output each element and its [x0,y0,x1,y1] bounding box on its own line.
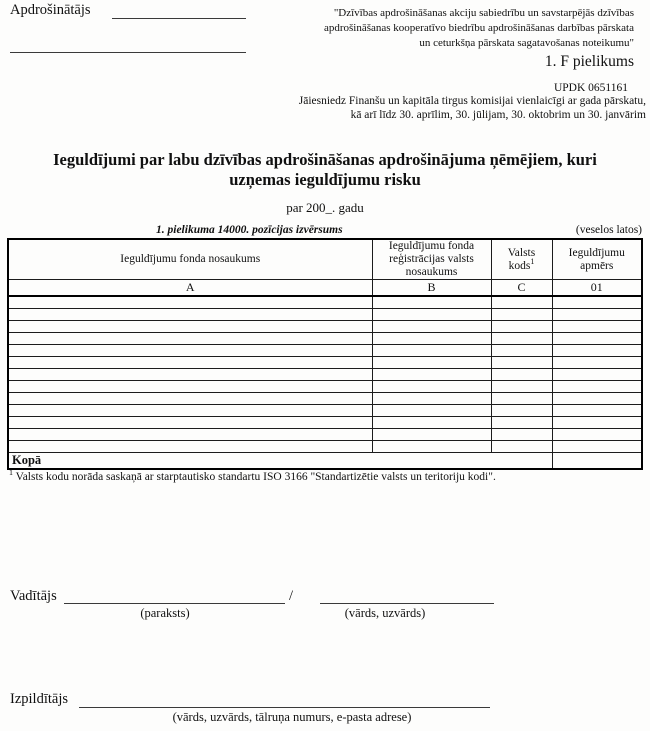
header-row [8,239,642,280]
annex-label: 1. F pielikums [544,53,634,70]
regulation-line: apdrošināšanas kooperatīvo biedrību apdrošināšanas darbības pārskata [323,22,634,34]
empty-cell[interactable] [8,429,372,441]
empty-cell[interactable] [372,357,491,369]
empty-cell[interactable] [552,296,642,309]
preparer-label: Izpildītājs [10,691,68,707]
table-row [8,381,642,393]
empty-cell[interactable] [491,369,552,381]
empty-cell[interactable] [8,369,372,381]
empty-cell[interactable] [372,441,491,453]
empty-cell[interactable] [552,357,642,369]
empty-cell[interactable] [491,429,552,441]
total-value-cell[interactable] [552,453,642,470]
table-body [8,296,642,453]
empty-cell[interactable] [491,296,552,309]
empty-cell[interactable] [552,321,642,333]
total-row [8,453,642,470]
footnote-text: Valsts kodu norāda saskaņā ar starptautisko standartu ISO 3166 "Standartizētie valsts un teritoriju kodi". [13,471,496,483]
empty-cell[interactable] [8,417,372,429]
empty-cell[interactable] [552,345,642,357]
col-header-fund-name: Ieguldījumu fonda nosaukums [8,239,372,280]
table-row [8,296,642,309]
regulation-line: un ceturkšņa pārskata sagatavošanas noteikumu" [419,37,634,49]
empty-cell[interactable] [372,405,491,417]
empty-cell[interactable] [8,381,372,393]
empty-cell[interactable] [552,309,642,321]
col-code-a: A [8,280,372,297]
code-row [8,280,642,297]
empty-cell[interactable] [8,321,372,333]
empty-cell[interactable] [8,357,372,369]
table-row [8,417,642,429]
manager-name-blank[interactable] [320,589,494,604]
regulation-line: "Dzīvības apdrošināšanas akciju sabiedrību un savstarpējās dzīvības [333,7,634,19]
empty-cell[interactable] [552,333,642,345]
col-header-country-code: Valsts kods$^1$ [491,239,552,280]
table-row [8,321,642,333]
units-note: (veselos latos) [575,224,642,236]
empty-cell[interactable] [491,417,552,429]
col-code-b: B [372,280,491,297]
preparer-blank[interactable] [79,692,490,708]
table-row [8,309,642,321]
empty-cell[interactable] [372,417,491,429]
empty-cell[interactable] [8,405,372,417]
empty-cell[interactable] [8,333,372,345]
empty-cell[interactable] [552,405,642,417]
empty-cell[interactable] [372,381,491,393]
table-row [8,441,642,453]
manager-label: Vadītājs [10,588,57,604]
table-row [8,333,642,345]
table-row [8,405,642,417]
footnote-ref: 1 [530,256,535,266]
empty-cell[interactable] [491,309,552,321]
table-row [8,429,642,441]
empty-cell[interactable] [372,345,491,357]
table-row [8,357,642,369]
manager-signature-blank[interactable] [64,589,285,604]
empty-cell[interactable] [552,369,642,381]
empty-cell[interactable] [491,333,552,345]
total-label: Kopā [8,453,552,470]
footnote [9,468,496,483]
col-header-investment-amount: Ieguldījumu apmērs [552,239,642,280]
empty-cell[interactable] [491,357,552,369]
empty-cell[interactable] [552,381,642,393]
empty-cell[interactable] [8,309,372,321]
empty-cell[interactable] [491,441,552,453]
preparer-caption: (vārds, uzvārds, tālruņa numurs, e-pasta adrese) [172,710,412,724]
empty-cell[interactable] [372,309,491,321]
insurer-name-blank[interactable] [112,4,246,19]
empty-cell[interactable] [8,441,372,453]
table-row [8,393,642,405]
insurer-label: Apdrošinātājs [10,2,91,18]
name-caption: (vārds, uzvārds) [344,606,426,620]
table-row [8,369,642,381]
empty-cell[interactable] [8,296,372,309]
signature-separator: / [289,588,294,604]
submission-note [206,95,646,122]
submission-line: Jāiesniedz Finanšu un kapitāla tirgus komisijai vienlaicīgi ar gada pārskatu, [298,95,646,107]
regulation-reference [234,6,634,69]
footnote-marker: 1 [9,468,13,478]
table-caption: 1. pielikuma 14000. pozīcijas izvērsums [156,224,343,236]
submission-line: kā arī līdz 30. aprīlim, 30. jūlijam, 30. oktobrim un 30. janvārim [350,108,646,121]
empty-cell[interactable] [372,296,491,309]
empty-cell[interactable] [372,369,491,381]
page-title-line: Ieguldījumi par labu dzīvības apdrošināšanas apdrošinājuma ņēmējiem, kuri [53,150,597,169]
empty-cell[interactable] [491,405,552,417]
col-header-registration-country: Ieguldījumu fonda reģistrācijas valsts nosaukums [372,239,491,280]
empty-cell[interactable] [552,429,642,441]
empty-cell[interactable] [372,321,491,333]
empty-cell[interactable] [491,321,552,333]
empty-cell[interactable] [8,345,372,357]
col-code-01: 01 [552,280,642,297]
page-title [0,150,650,190]
empty-cell[interactable] [552,417,642,429]
empty-cell[interactable] [491,393,552,405]
empty-cell[interactable] [552,441,642,453]
empty-cell[interactable] [372,393,491,405]
investments-table [7,238,643,470]
page-title-line: uzņemas ieguldījumu risku [229,170,421,189]
report-period: par 200_. gadu [286,200,364,215]
empty-cell[interactable] [552,393,642,405]
empty-cell[interactable] [372,429,491,441]
insurer-name-blank-2[interactable] [10,38,246,53]
empty-cell[interactable] [8,393,372,405]
updk-code: UPDK 0651161 [553,82,628,94]
col-code-c: C [491,280,552,297]
empty-cell[interactable] [491,345,552,357]
empty-cell[interactable] [372,333,491,345]
signature-caption: (paraksts) [140,606,190,620]
table-row [8,345,642,357]
empty-cell[interactable] [491,381,552,393]
